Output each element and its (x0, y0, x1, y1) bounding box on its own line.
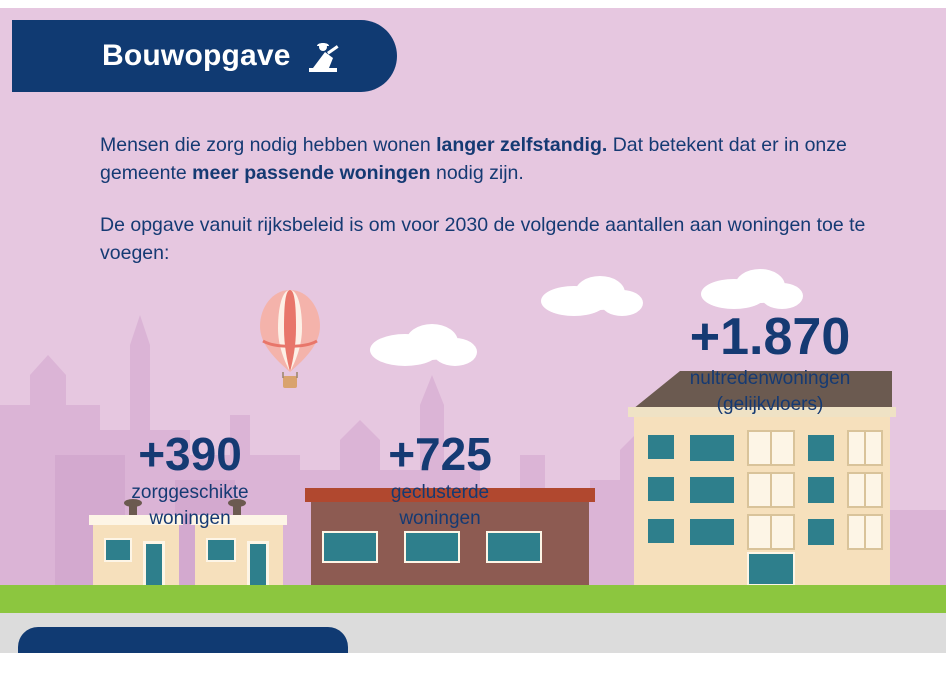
stat-nultreden (620, 308, 920, 418)
bottom-white-strip (0, 653, 946, 677)
pink-background-panel (0, 8, 946, 653)
stat-label-line2: woningen (399, 508, 481, 529)
stat-label-line2: woningen (149, 508, 231, 529)
hot-air-balloon-icon (250, 286, 330, 396)
intro-paragraph-2: De opgave vanuit rijksbeleid is om voor 2030 de volgende aantallen aan woningen toe te voegen: (100, 214, 866, 264)
stat-label-line2: (gelijkvloers) (716, 394, 824, 415)
stat-label-line1: nultredenwoningen (689, 368, 851, 389)
construction-worker-icon (303, 38, 343, 78)
stat-value: +725 (388, 428, 492, 480)
bottom-banner (18, 627, 348, 653)
intro-p1-bold-2: meer passende woningen (192, 162, 431, 184)
header-banner (12, 20, 397, 92)
stat-label-line1: zorggeschikte (131, 482, 249, 503)
stat-label-line1: geclusterde (390, 482, 490, 503)
cloud-icon-right (700, 266, 810, 310)
intro-p1-text-1: Mensen die zorg nodig hebben wonen (100, 134, 437, 156)
stat-zorggeschikte (80, 428, 300, 532)
page-title: Bouwopgave (102, 39, 291, 72)
intro-p1-text-3: nodig zijn. (430, 162, 524, 184)
stat-value: +1.870 (689, 308, 851, 366)
grass-strip (0, 585, 946, 613)
stat-geclusterde (330, 428, 550, 532)
top-white-strip (0, 0, 946, 8)
intro-p1-bold-1: langer zelfstandig. (436, 134, 608, 156)
cloud-icon-mid (370, 320, 480, 366)
intro-p1-text-2: Dat betekent dat er in onze gemeente (100, 134, 847, 184)
intro-paragraph-1 (100, 131, 880, 187)
stat-value: +390 (138, 428, 242, 480)
